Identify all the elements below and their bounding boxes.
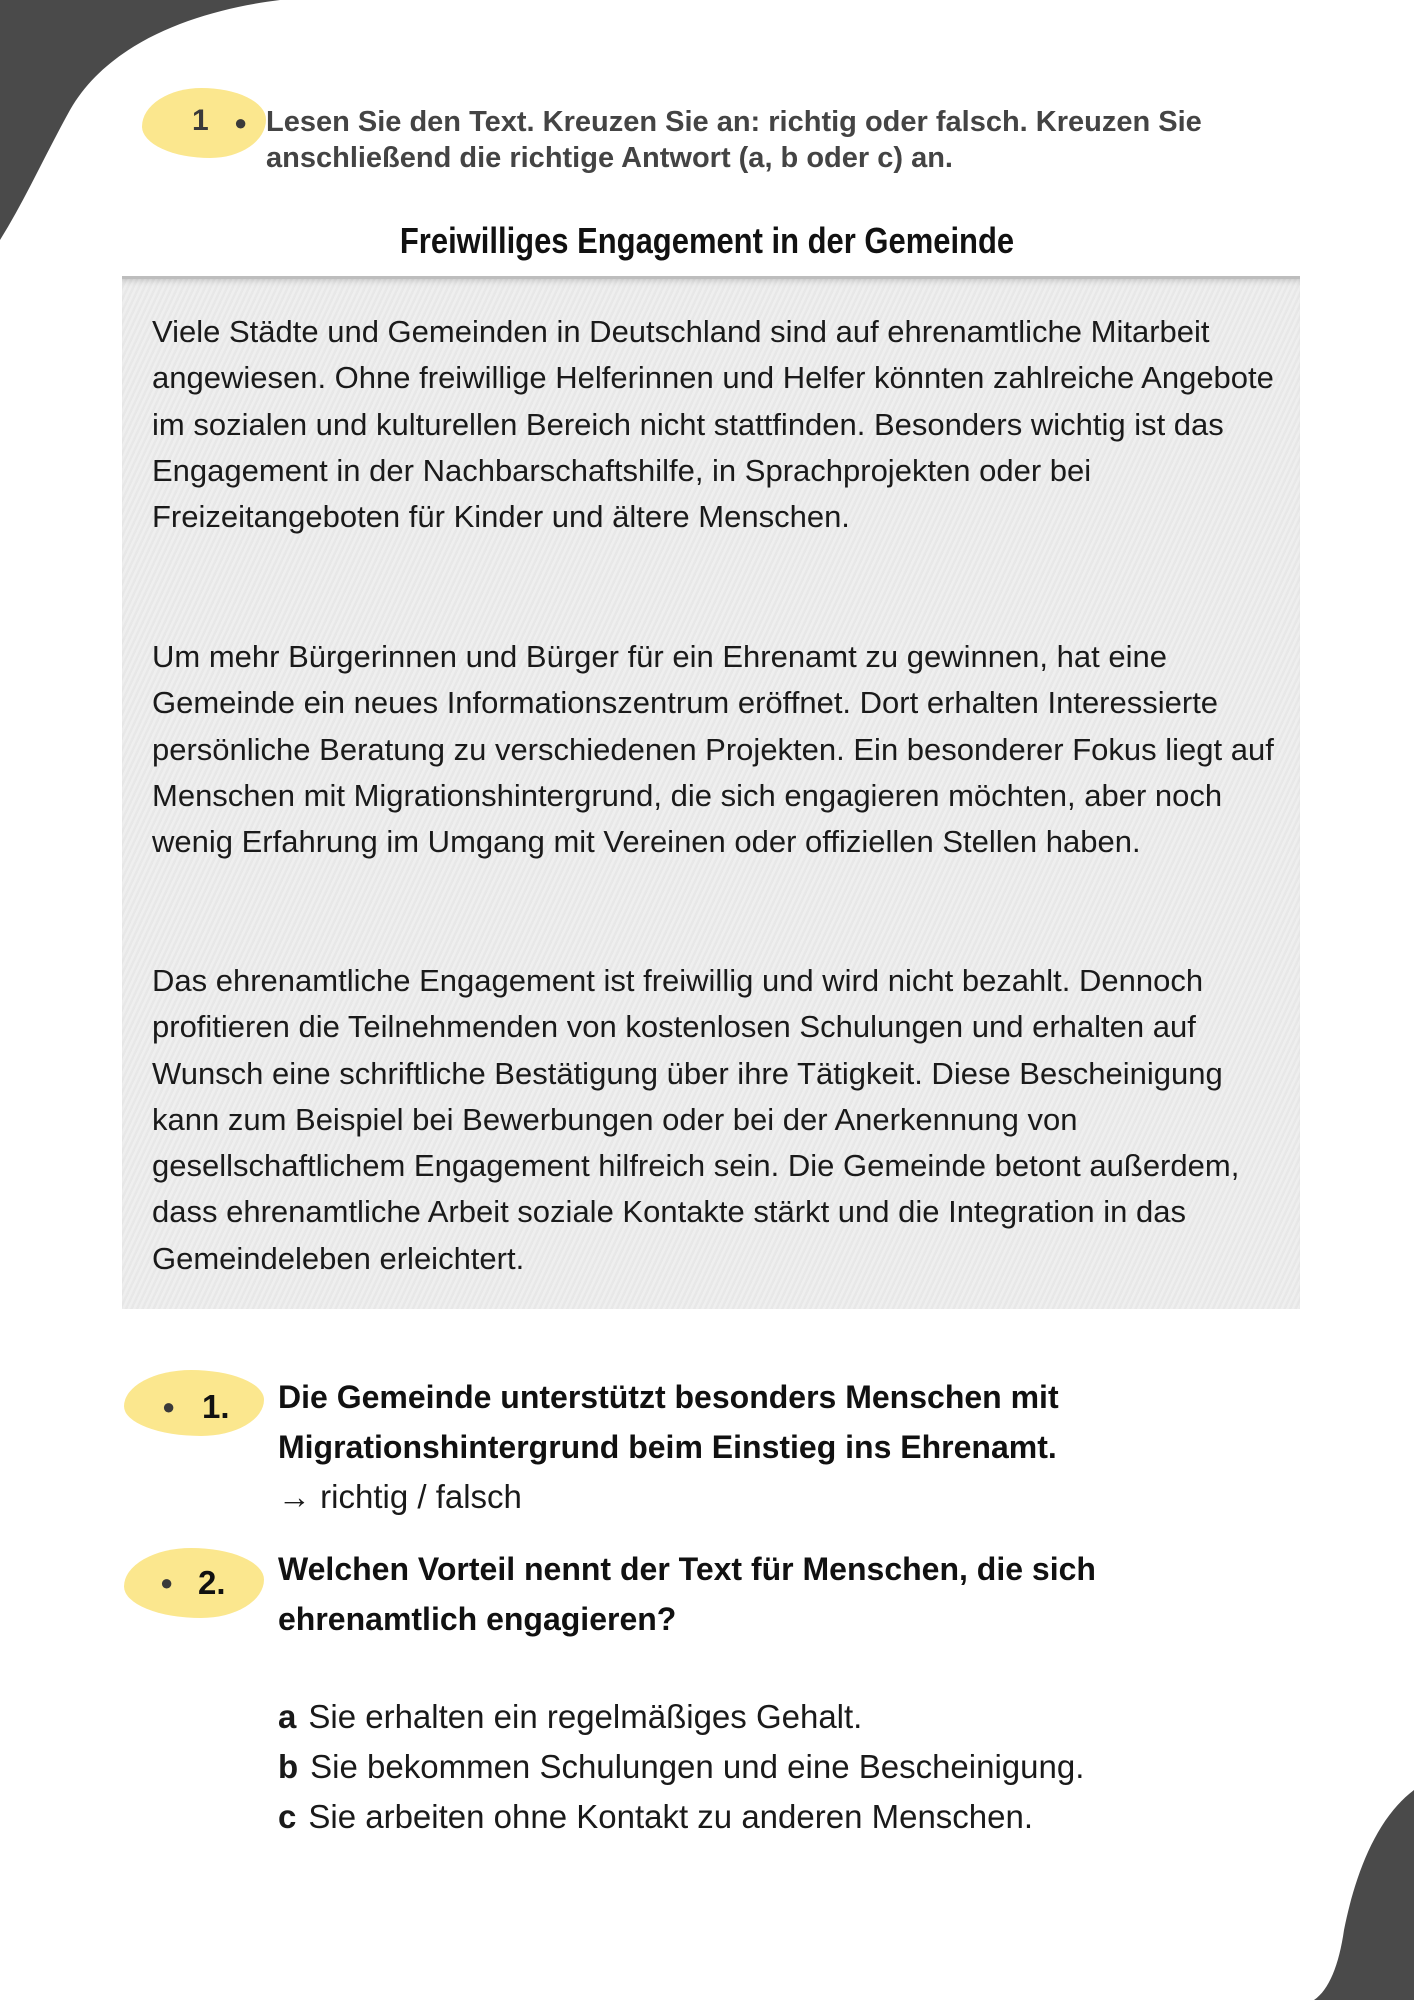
article-title: Freiwilliges Engagement in der Gemeinde xyxy=(399,220,1015,261)
question-1-text: Die Gemeinde unterstützt besonders Menschen mit Migrationshintergrund beim Einstieg ins Ehrenamt. xyxy=(278,1379,1059,1465)
option-b[interactable] xyxy=(278,1748,1084,1786)
article-paragraph-3: Das ehrenamtliche Engagement ist freiwillig und wird nicht bezahlt. Dennoch profitieren die Teilnehmenden von kostenlosen Schulungen und erhalten auf Wunsch eine schriftliche Bestätigung über ihre Tätigkeit. Diese Bescheinigung kann zum Beispiel bei Bewerbungen oder bei der Anerkennung von gesellschaftlichem Engagement hilfreich sein. Die Gemeinde betont außerdem, dass ehrenamtliche Arbeit soziale Kontakte stärkt und die Integration in das Gemeindeleben erleichtert. xyxy=(152,963,1240,1276)
option-b-text: Sie bekommen Schulungen und eine Bescheinigung. xyxy=(310,1748,1085,1785)
option-c-text: Sie arbeiten ohne Kontakt zu anderen Menschen. xyxy=(308,1798,1034,1835)
task-number: 1 xyxy=(192,104,209,137)
question-1-answer-choice[interactable]: → richtig / falsch xyxy=(278,1478,522,1515)
article-paragraph-2: Um mehr Bürgerinnen und Bürger für ein Ehrenamt zu gewinnen, hat eine Gemeinde ein neues Informationszentrum eröffnet. Dort erhalten Interessierte persönliche Beratung zu verschiedenen Projekten. Ein besonderer Fokus liegt auf Menschen mit Migrationshintergrund, die sich engagieren möchten, aber noch wenig Erfahrung im Umgang mit Vereinen oder offiziellen Stellen haben. xyxy=(152,639,1274,860)
question-2-text: Welchen Vorteil nennt der Text für Menschen, die sich ehrenamtlich engagieren? xyxy=(278,1551,1096,1637)
question-2-bullet: ● xyxy=(160,1570,174,1595)
task-instruction: Lesen Sie den Text. Kreuzen Sie an: richtig oder falsch. Kreuzen Sie anschließend die richtige Antwort (a, b oder c) an. xyxy=(266,106,1202,174)
task-bullet: ● xyxy=(234,110,248,135)
bottom-right-corner-shape xyxy=(1304,1790,1414,2000)
option-b-letter: b xyxy=(278,1748,299,1785)
option-a[interactable] xyxy=(278,1698,862,1736)
question-1-bullet: ● xyxy=(162,1394,176,1419)
option-a-letter: a xyxy=(278,1698,297,1735)
question-1-highlight xyxy=(124,1370,264,1436)
option-c-letter: c xyxy=(278,1798,297,1835)
question-2-number: 2. xyxy=(198,1564,226,1601)
question-1-number: 1. xyxy=(202,1388,230,1425)
question-2-highlight xyxy=(124,1548,264,1618)
option-a-text: Sie erhalten ein regelmäßiges Gehalt. xyxy=(308,1698,863,1735)
article-paragraph-1: Viele Städte und Gemeinden in Deutschland sind auf ehrenamtliche Mitarbeit angewiesen. Ohne freiwillige Helferinnen und Helfer könnten zahlreiche Angebote im sozialen und kulturellen Bereich nicht stattfinden. Besonders wichtig ist das Engagement in der Nachbarschaftshilfe, in Sprachprojekten oder bei Freizeitangeboten für Kinder und ältere Menschen. xyxy=(152,314,1274,535)
option-c[interactable] xyxy=(278,1798,1033,1836)
